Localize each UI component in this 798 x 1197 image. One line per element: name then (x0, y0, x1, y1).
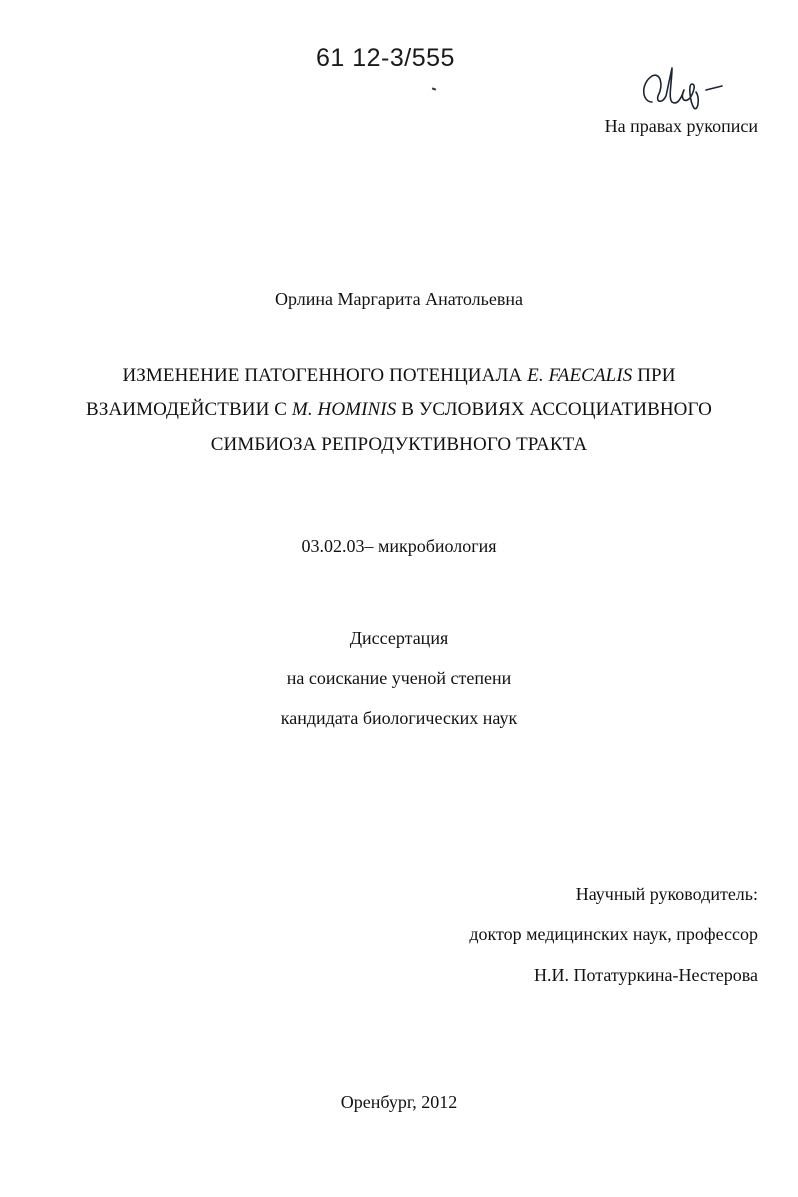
degree-line-1: Диссертация (349, 628, 449, 648)
supervisor-title: доктор медицинских наук, профессор (469, 924, 758, 944)
scan-speck (432, 87, 436, 90)
archive-stamp-number: 61 12-3/555 (316, 44, 455, 72)
degree-line-2: на соискание ученой степени (286, 668, 512, 688)
supervisor-name: Н.И. Потатуркина-Нестерова (533, 965, 758, 985)
specialty-code: 03.02.03– микробиология (301, 536, 497, 556)
species-name-italic: E. FAECALIS (527, 365, 633, 386)
species-name-italic: M. HOMINIS (291, 399, 397, 420)
title-text: ИЗМЕНЕНИЕ ПАТОГЕННОГО ПОТЕНЦИАЛА (122, 365, 528, 386)
degree-line-3: кандидата биологических наук (280, 708, 518, 728)
title-text: ВЗАИМОДЕЙСТВИИ С (86, 399, 292, 420)
thesis-title-line-2 (0, 399, 798, 421)
thesis-title-line-1 (0, 365, 798, 387)
thesis-title-line-3: СИМБИОЗА РЕПРОДУКТИВНОГО ТРАКТА (210, 434, 588, 455)
handwritten-signature (638, 62, 728, 112)
title-text: В УСЛОВИЯХ АССОЦИАТИВНОГО (396, 399, 712, 420)
author-name: Орлина Маргарита Анатольевна (275, 289, 523, 309)
manuscript-rights-note: На правах рукописи (604, 116, 758, 136)
place-and-year: Оренбург, 2012 (340, 1092, 458, 1112)
supervisor-label: Научный руководитель: (575, 884, 758, 904)
title-text: ПРИ (632, 365, 676, 386)
